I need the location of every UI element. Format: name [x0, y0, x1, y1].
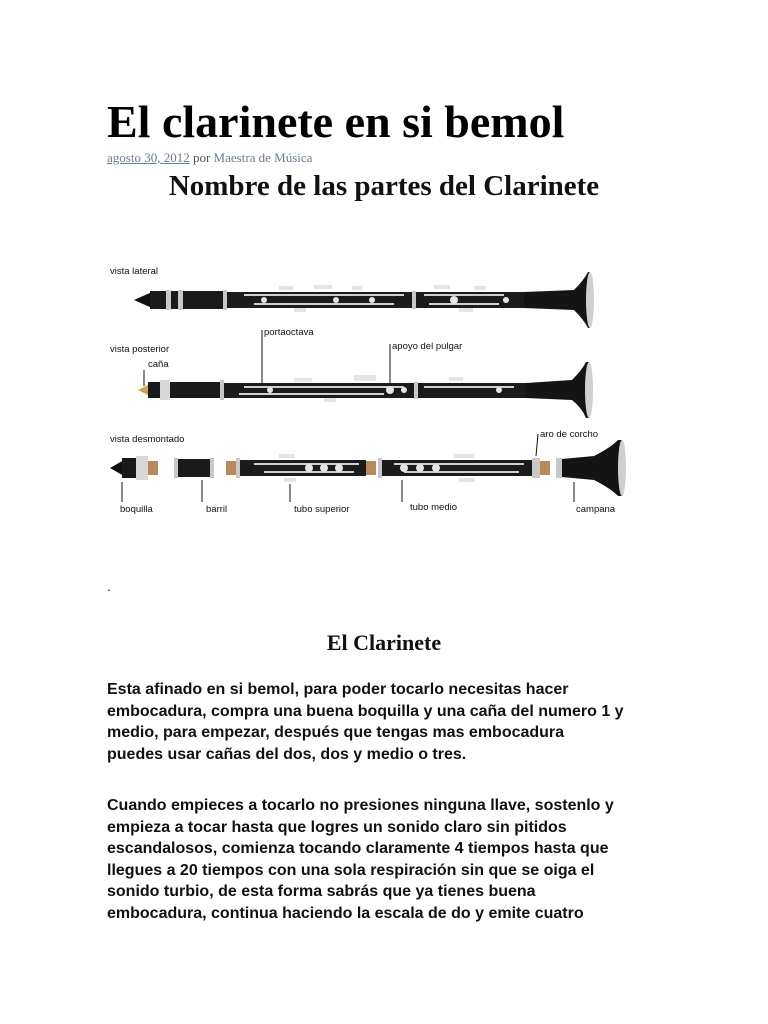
p2-line: empieza a tocar hasta que logres un sonido claro sin pitidos	[107, 818, 567, 836]
label-cana: caña	[148, 359, 169, 370]
label-vista-lateral: vista lateral	[110, 266, 159, 277]
label-boquilla: boquilla	[120, 504, 153, 515]
label-barril: barril	[206, 504, 228, 515]
p2-line: sonido turbio, de esta forma sabrás que ya tienes buena	[107, 883, 536, 900]
p1-line: Esta afinado en si bemol, para poder tocarlo necesitas hacer	[107, 681, 569, 698]
clarinet-side-view	[134, 272, 594, 328]
section-title: El Clarinete	[326, 630, 442, 655]
paragraph-2	[107, 795, 687, 924]
separator-dot: .	[107, 578, 111, 594]
article-title: El clarinete en si bemol	[107, 96, 565, 147]
by-label: por	[192, 150, 211, 165]
article-meta	[107, 150, 312, 166]
clarinet-parts-diagram	[104, 258, 634, 520]
clarinet-disassembled-view	[110, 440, 626, 496]
p1-line: medio, para empezar, después que tengas mas embocadura	[107, 724, 565, 741]
paragraph-1	[107, 679, 687, 765]
label-apoyo-del-pulgar: apoyo del pulgar	[392, 341, 463, 352]
label-portaoctava: portaoctava	[264, 327, 314, 338]
clarinet-back-view	[138, 362, 593, 418]
p1-line: puedes usar cañas del dos, dos y medio o tres.	[107, 745, 467, 763]
p2-line: Cuando empieces a tocarlo no presiones ninguna llave, sostenlo y	[107, 797, 614, 814]
label-vista-desmontado: vista desmontado	[110, 434, 185, 445]
p2-line: llegues a 20 tiempos con una sola respiración sin que se oiga el	[107, 861, 595, 879]
p2-line: escandalosos, comienza tocando claramente 4 tiempos hasta que	[107, 840, 609, 857]
label-aro-de-corcho: aro de corcho	[540, 429, 599, 440]
p2-line: embocadura, continua haciendo la escala de do y emite cuatro	[107, 904, 584, 922]
author-link[interactable]: Maestra de Música	[213, 150, 313, 165]
figure-title: Nombre de las partes del Clarinete	[168, 170, 600, 202]
label-campana: campana	[576, 504, 616, 515]
label-vista-posterior: vista posterior	[110, 344, 170, 355]
label-tubo-superior: tubo superior	[294, 504, 350, 515]
post-date-link[interactable]: agosto 30, 2012	[107, 150, 190, 165]
label-tubo-medio: tubo medio	[410, 502, 458, 513]
p1-line: embocadura, compra una buena boquilla y una caña del numero 1 y	[107, 702, 624, 720]
